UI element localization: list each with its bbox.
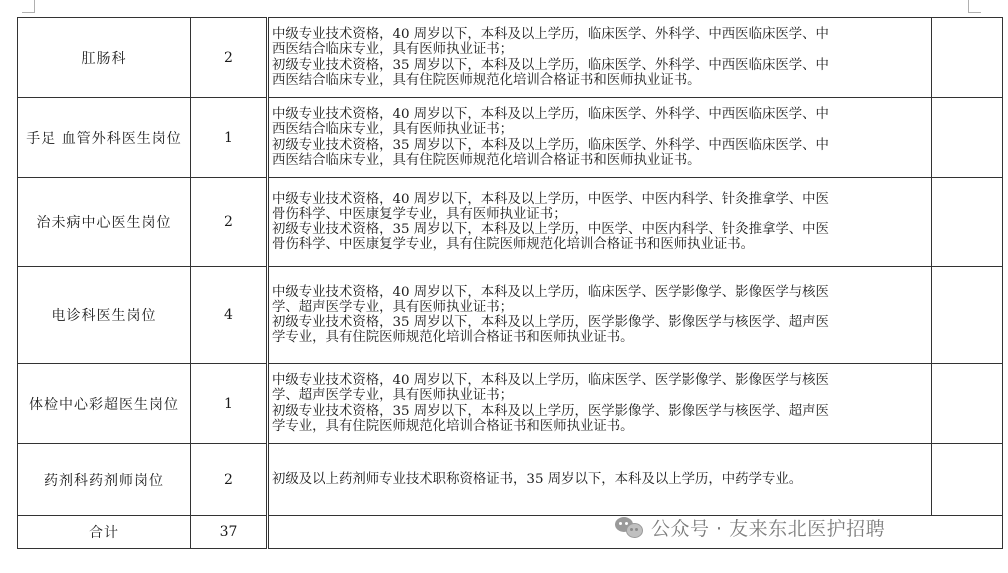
remarks-cell	[932, 444, 1003, 516]
position-count-cell: 1	[191, 98, 268, 178]
requirement-line: 中级专业技术资格，40 周岁以下，本科及以上学历，中医学、中医内科学、针灸推拿学、中医	[272, 191, 829, 207]
position-count-cell: 4	[191, 267, 268, 364]
requirements-cell	[268, 364, 932, 444]
requirement-line: 学专业，具有住院医师规范化培训合格证书和医师执业证书。	[272, 418, 634, 434]
requirements-cell	[268, 178, 932, 267]
remarks-cell	[932, 98, 1003, 178]
requirement-line: 初级专业技术资格，35 周岁以下，本科及以上学历，临床医学、外科学、中西医临床医学、中	[272, 137, 829, 153]
requirement-line: 初级专业技术资格，35 周岁以下，本科及以上学历，中医学、中医内科学、针灸推拿学、中医	[272, 222, 829, 237]
table-row	[18, 267, 1003, 364]
requirements-cell	[268, 267, 932, 364]
requirements-cell	[268, 444, 932, 516]
requirement-line: 骨伤科学、中医康复学专业，具有医师执业证书；	[272, 206, 567, 222]
requirement-line: 中级专业技术资格，40 周岁以下，本科及以上学历，临床医学、外科学、中西医临床医学、中	[272, 107, 829, 123]
remarks-cell	[932, 364, 1003, 444]
position-name-cell: 体检中心彩超医生岗位	[18, 364, 191, 444]
requirement-line: 初级及以上药剂师专业技术职称资格证书，35 周岁以下，本科及以上学历，中药学专业。	[272, 471, 803, 487]
position-name-cell: 肛肠科	[18, 18, 191, 98]
requirement-line: 骨伤科学、中医康复学专业，具有住院医师规范化培训合格证书和医师执业证书。	[272, 237, 755, 253]
requirement-line: 学、超声医学专业，具有医师执业证书；	[272, 388, 514, 404]
requirement-line: 学、超声医学专业，具有医师执业证书；	[272, 299, 514, 315]
remarks-cell	[932, 18, 1003, 98]
position-name-cell: 药剂科药剂师岗位	[18, 444, 191, 516]
requirement-line: 中级专业技术资格，40 周岁以下，本科及以上学历，临床医学、医学影像学、影像医学与核医	[272, 284, 829, 300]
total-count-cell: 37	[191, 516, 268, 549]
requirement-line: 中级专业技术资格，40 周岁以下，本科及以上学历，临床医学、外科学、中西医临床医学、中	[272, 27, 829, 43]
position-count-cell: 1	[191, 364, 268, 444]
total-label-cell: 合计	[18, 516, 191, 549]
requirement-line: 学专业，具有住院医师规范化培训合格证书和医师执业证书。	[272, 330, 634, 346]
requirement-line: 西医结合临床专业，具有住院医师规范化培训合格证书和医师执业证书。	[272, 152, 701, 168]
table-row	[18, 178, 1003, 267]
table-row	[18, 364, 1003, 444]
position-count-cell: 2	[191, 444, 268, 516]
position-name-cell: 治未病中心医生岗位	[18, 178, 191, 267]
requirements-cell	[268, 98, 932, 178]
table-row	[18, 18, 1003, 98]
requirements-cell	[268, 18, 932, 98]
page-corner-mark-right	[968, 0, 981, 13]
requirement-line: 初级专业技术资格，35 周岁以下，本科及以上学历，临床医学、外科学、中西医临床医学、中	[272, 57, 829, 73]
position-count-cell: 2	[191, 178, 268, 267]
requirement-line: 西医结合临床专业，具有住院医师规范化培训合格证书和医师执业证书。	[272, 72, 701, 88]
remarks-cell	[932, 178, 1003, 267]
requirement-line: 西医结合临床专业，具有医师执业证书；	[272, 42, 514, 58]
position-count-cell: 2	[191, 18, 268, 98]
position-name-cell: 电诊科医生岗位	[18, 267, 191, 364]
remarks-cell	[932, 267, 1003, 364]
watermark	[615, 512, 885, 542]
requirement-line: 西医结合临床专业，具有医师执业证书；	[272, 122, 514, 138]
requirement-line: 初级专业技术资格，35 周岁以下，本科及以上学历，医学影像学、影像医学与核医学、超声医	[272, 315, 829, 330]
watermark-text: 公众号 · 友来东北医护招聘	[651, 517, 886, 540]
wechat-icon	[615, 515, 645, 539]
requirement-line: 初级专业技术资格，35 周岁以下，本科及以上学历，医学影像学、影像医学与核医学、超声医	[272, 403, 829, 419]
requirement-line: 中级专业技术资格，40 周岁以下，本科及以上学历，临床医学、医学影像学、影像医学与核医	[272, 373, 829, 389]
table-body	[18, 18, 1003, 549]
position-name-cell: 手足 血管外科医生岗位	[18, 98, 191, 178]
page-corner-mark-left	[22, 0, 35, 13]
recruitment-table	[17, 17, 1003, 549]
table-row	[18, 444, 1003, 516]
table-row	[18, 98, 1003, 178]
